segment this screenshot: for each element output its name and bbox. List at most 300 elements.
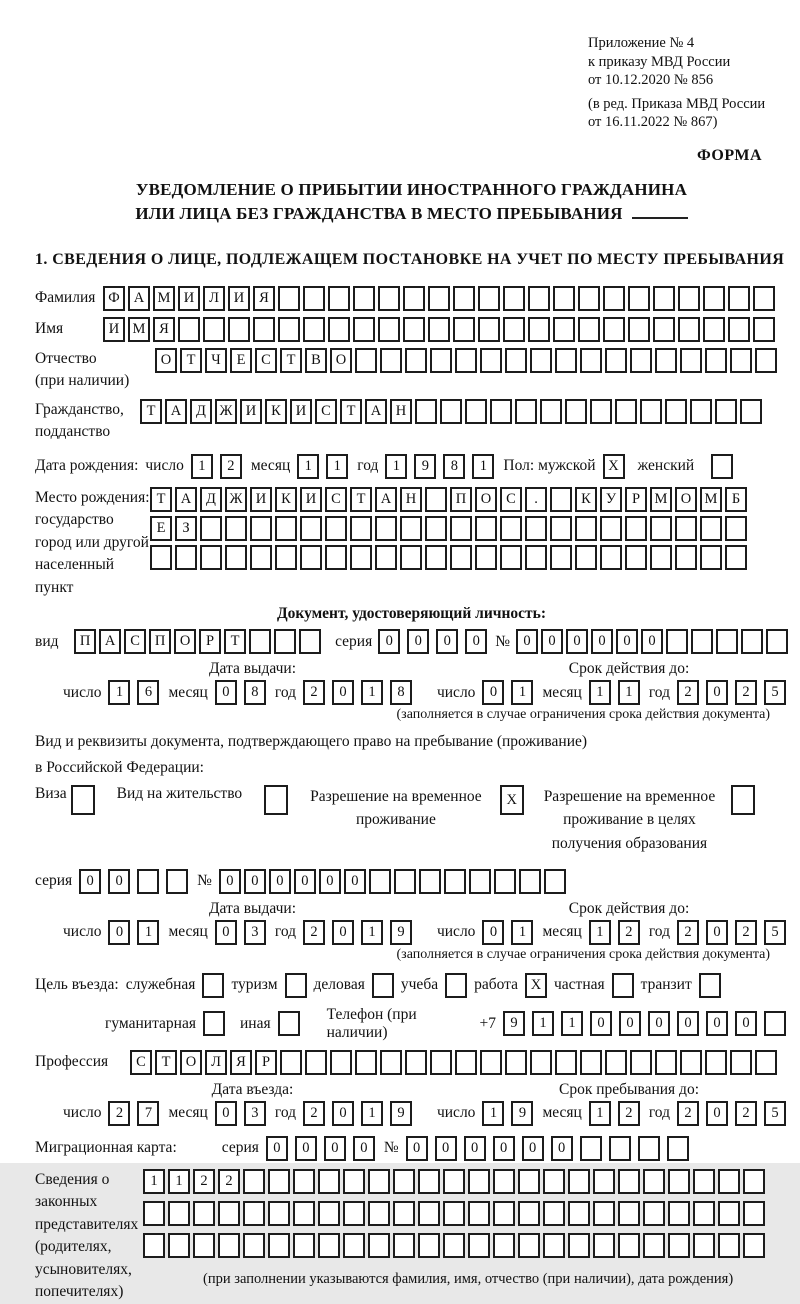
char-cell[interactable] [369, 869, 391, 894]
char-cell[interactable] [293, 1233, 315, 1258]
char-cell[interactable] [375, 545, 397, 570]
char-cell[interactable] [305, 1050, 327, 1075]
char-cell[interactable]: 0 [591, 629, 613, 654]
char-cell[interactable] [693, 1169, 715, 1194]
char-cell[interactable]: 0 [590, 1011, 612, 1036]
char-cell[interactable] [555, 348, 577, 373]
char-cell[interactable] [250, 545, 272, 570]
residence-valid-day-cells[interactable] [482, 920, 535, 945]
char-cell[interactable] [278, 317, 300, 342]
char-cell[interactable]: 9 [390, 1101, 412, 1126]
char-cell[interactable] [350, 516, 372, 541]
char-cell[interactable] [350, 545, 372, 570]
char-cell[interactable]: Р [199, 629, 221, 654]
char-cell[interactable] [630, 348, 652, 373]
char-cell[interactable] [368, 1169, 390, 1194]
purpose-study-checkbox[interactable] [445, 973, 467, 998]
char-cell[interactable]: 0 [619, 1011, 641, 1036]
char-cell[interactable] [550, 516, 572, 541]
char-cell[interactable] [618, 1233, 640, 1258]
char-cell[interactable] [490, 399, 512, 424]
char-cell[interactable] [678, 317, 700, 342]
char-cell[interactable]: 0 [378, 629, 400, 654]
char-cell[interactable]: 6 [137, 680, 159, 705]
char-cell[interactable]: 0 [215, 1101, 237, 1126]
char-cell[interactable] [405, 1050, 427, 1075]
stay-year-cells[interactable] [677, 1101, 788, 1126]
char-cell[interactable]: 1 [361, 920, 383, 945]
char-cell[interactable] [699, 973, 721, 998]
char-cell[interactable] [575, 516, 597, 541]
char-cell[interactable]: В [305, 348, 327, 373]
char-cell[interactable]: М [153, 286, 175, 311]
char-cell[interactable] [143, 1201, 165, 1226]
char-cell[interactable]: 0 [493, 1136, 515, 1161]
char-cell[interactable]: 0 [332, 680, 354, 705]
char-cell[interactable]: А [375, 487, 397, 512]
char-cell[interactable] [525, 545, 547, 570]
char-cell[interactable]: 0 [269, 869, 291, 894]
char-cell[interactable]: Р [625, 487, 647, 512]
char-cell[interactable]: 0 [706, 1011, 728, 1036]
char-cell[interactable]: Т [155, 1050, 177, 1075]
char-cell[interactable] [243, 1233, 265, 1258]
char-cell[interactable] [730, 1050, 752, 1075]
char-cell[interactable]: Т [224, 629, 246, 654]
char-cell[interactable]: Е [230, 348, 252, 373]
char-cell[interactable]: 0 [706, 680, 728, 705]
char-cell[interactable] [193, 1201, 215, 1226]
char-cell[interactable] [71, 785, 95, 815]
char-cell[interactable]: Н [400, 487, 422, 512]
char-cell[interactable] [618, 1169, 640, 1194]
char-cell[interactable]: 0 [244, 869, 266, 894]
char-cell[interactable] [400, 516, 422, 541]
char-cell[interactable] [740, 399, 762, 424]
residence-valid-month-cells[interactable] [589, 920, 642, 945]
char-cell[interactable]: С [130, 1050, 152, 1075]
char-cell[interactable] [343, 1169, 365, 1194]
char-cell[interactable] [625, 516, 647, 541]
char-cell[interactable] [503, 317, 525, 342]
char-cell[interactable] [668, 1169, 690, 1194]
stay-month-cells[interactable] [589, 1101, 642, 1126]
char-cell[interactable]: 9 [511, 1101, 533, 1126]
char-cell[interactable]: 2 [735, 680, 757, 705]
char-cell[interactable] [593, 1233, 615, 1258]
char-cell[interactable] [285, 973, 307, 998]
char-cell[interactable] [393, 1233, 415, 1258]
temp-permit-checkbox[interactable] [500, 785, 524, 815]
char-cell[interactable]: X [500, 785, 524, 815]
char-cell[interactable]: З [175, 516, 197, 541]
char-cell[interactable] [578, 317, 600, 342]
char-cell[interactable] [325, 545, 347, 570]
char-cell[interactable]: 5 [764, 680, 786, 705]
char-cell[interactable] [500, 516, 522, 541]
char-cell[interactable]: Л [205, 1050, 227, 1075]
char-cell[interactable] [428, 317, 450, 342]
title-blank-line[interactable] [632, 204, 688, 219]
char-cell[interactable]: 0 [215, 920, 237, 945]
purpose-business-checkbox[interactable] [372, 973, 394, 998]
migration-series-cells[interactable] [266, 1136, 377, 1161]
char-cell[interactable] [505, 1050, 527, 1075]
char-cell[interactable] [264, 785, 288, 815]
char-cell[interactable] [168, 1233, 190, 1258]
char-cell[interactable] [343, 1233, 365, 1258]
char-cell[interactable] [425, 487, 447, 512]
char-cell[interactable]: 1 [361, 1101, 383, 1126]
char-cell[interactable] [450, 545, 472, 570]
char-cell[interactable] [643, 1169, 665, 1194]
char-cell[interactable]: Н [390, 399, 412, 424]
edu-permit-checkbox[interactable] [731, 785, 755, 815]
char-cell[interactable] [300, 516, 322, 541]
char-cell[interactable] [553, 317, 575, 342]
residence-valid-year-cells[interactable] [677, 920, 788, 945]
char-cell[interactable]: 0 [332, 920, 354, 945]
char-cell[interactable]: К [265, 399, 287, 424]
char-cell[interactable]: 5 [764, 920, 786, 945]
char-cell[interactable] [493, 1201, 515, 1226]
char-cell[interactable]: 0 [566, 629, 588, 654]
char-cell[interactable] [430, 1050, 452, 1075]
char-cell[interactable]: 0 [436, 629, 458, 654]
char-cell[interactable] [393, 1169, 415, 1194]
char-cell[interactable] [728, 286, 750, 311]
char-cell[interactable]: И [228, 286, 250, 311]
char-cell[interactable]: 0 [465, 629, 487, 654]
char-cell[interactable]: Т [280, 348, 302, 373]
char-cell[interactable] [419, 869, 441, 894]
purpose-humanitarian-checkbox[interactable] [203, 1011, 225, 1036]
char-cell[interactable] [630, 1050, 652, 1075]
char-cell[interactable]: 0 [541, 629, 563, 654]
char-cell[interactable]: Т [350, 487, 372, 512]
char-cell[interactable]: 5 [764, 1101, 786, 1126]
char-cell[interactable] [753, 286, 775, 311]
identity-issue-year-cells[interactable] [303, 680, 414, 705]
char-cell[interactable]: 2 [303, 680, 325, 705]
char-cell[interactable] [303, 286, 325, 311]
char-cell[interactable]: 1 [511, 680, 533, 705]
char-cell[interactable] [700, 516, 722, 541]
char-cell[interactable] [766, 629, 788, 654]
char-cell[interactable]: Б [725, 487, 747, 512]
char-cell[interactable] [218, 1233, 240, 1258]
char-cell[interactable] [505, 348, 527, 373]
char-cell[interactable] [700, 545, 722, 570]
char-cell[interactable] [518, 1233, 540, 1258]
char-cell[interactable] [455, 1050, 477, 1075]
char-cell[interactable] [638, 1136, 660, 1161]
birth-year-cells[interactable] [385, 454, 496, 479]
char-cell[interactable]: 0 [522, 1136, 544, 1161]
char-cell[interactable] [612, 973, 634, 998]
purpose-work-checkbox[interactable] [525, 973, 547, 998]
char-cell[interactable]: 1 [361, 680, 383, 705]
char-cell[interactable] [655, 348, 677, 373]
char-cell[interactable] [675, 516, 697, 541]
char-cell[interactable] [468, 1201, 490, 1226]
char-cell[interactable] [480, 1050, 502, 1075]
char-cell[interactable] [500, 545, 522, 570]
char-cell[interactable]: 0 [616, 629, 638, 654]
char-cell[interactable]: О [330, 348, 352, 373]
char-cell[interactable] [175, 545, 197, 570]
char-cell[interactable] [678, 286, 700, 311]
char-cell[interactable] [705, 348, 727, 373]
char-cell[interactable] [743, 1201, 765, 1226]
char-cell[interactable] [530, 348, 552, 373]
char-cell[interactable]: 2 [193, 1169, 215, 1194]
char-cell[interactable] [440, 399, 462, 424]
char-cell[interactable]: И [240, 399, 262, 424]
char-cell[interactable] [680, 348, 702, 373]
char-cell[interactable]: 1 [326, 454, 348, 479]
char-cell[interactable]: Т [140, 399, 162, 424]
char-cell[interactable] [168, 1201, 190, 1226]
char-cell[interactable]: Т [340, 399, 362, 424]
char-cell[interactable] [543, 1169, 565, 1194]
char-cell[interactable] [274, 629, 296, 654]
char-cell[interactable] [275, 516, 297, 541]
char-cell[interactable] [725, 516, 747, 541]
char-cell[interactable] [543, 1233, 565, 1258]
char-cell[interactable] [475, 516, 497, 541]
char-cell[interactable] [530, 1050, 552, 1075]
char-cell[interactable]: . [525, 487, 547, 512]
migration-number-cells[interactable] [406, 1136, 691, 1161]
purpose-other-checkbox[interactable] [278, 1011, 300, 1036]
char-cell[interactable]: 0 [266, 1136, 288, 1161]
char-cell[interactable] [268, 1201, 290, 1226]
char-cell[interactable]: Ф [103, 286, 125, 311]
char-cell[interactable] [328, 317, 350, 342]
char-cell[interactable] [355, 1050, 377, 1075]
char-cell[interactable]: 0 [79, 869, 101, 894]
char-cell[interactable] [378, 286, 400, 311]
char-cell[interactable]: 1 [191, 454, 213, 479]
entry-month-cells[interactable] [215, 1101, 268, 1126]
identity-valid-day-cells[interactable] [482, 680, 535, 705]
char-cell[interactable]: 1 [385, 454, 407, 479]
char-cell[interactable]: 0 [332, 1101, 354, 1126]
char-cell[interactable] [650, 516, 672, 541]
char-cell[interactable]: П [74, 629, 96, 654]
char-cell[interactable]: 0 [706, 920, 728, 945]
identity-issue-month-cells[interactable] [215, 680, 268, 705]
char-cell[interactable] [393, 1201, 415, 1226]
char-cell[interactable]: 2 [218, 1169, 240, 1194]
char-cell[interactable] [605, 348, 627, 373]
char-cell[interactable] [728, 317, 750, 342]
char-cell[interactable]: 0 [482, 920, 504, 945]
char-cell[interactable] [418, 1233, 440, 1258]
char-cell[interactable]: 0 [353, 1136, 375, 1161]
char-cell[interactable] [203, 1011, 225, 1036]
char-cell[interactable] [250, 516, 272, 541]
char-cell[interactable] [225, 545, 247, 570]
char-cell[interactable] [318, 1169, 340, 1194]
char-cell[interactable] [625, 545, 647, 570]
char-cell[interactable] [715, 399, 737, 424]
char-cell[interactable] [469, 869, 491, 894]
char-cell[interactable] [468, 1169, 490, 1194]
identity-doc-kind-cells[interactable] [74, 629, 321, 654]
char-cell[interactable] [380, 348, 402, 373]
char-cell[interactable] [450, 516, 472, 541]
char-cell[interactable]: О [155, 348, 177, 373]
identity-valid-year-cells[interactable] [677, 680, 788, 705]
char-cell[interactable]: 0 [319, 869, 341, 894]
residence-issue-month-cells[interactable] [215, 920, 268, 945]
char-cell[interactable] [725, 545, 747, 570]
char-cell[interactable] [668, 1233, 690, 1258]
char-cell[interactable]: О [180, 1050, 202, 1075]
char-cell[interactable]: Л [203, 286, 225, 311]
char-cell[interactable]: 0 [407, 629, 429, 654]
char-cell[interactable] [553, 286, 575, 311]
char-cell[interactable] [643, 1233, 665, 1258]
char-cell[interactable] [580, 1136, 602, 1161]
char-cell[interactable] [718, 1169, 740, 1194]
char-cell[interactable] [550, 487, 572, 512]
char-cell[interactable]: О [675, 487, 697, 512]
char-cell[interactable]: М [650, 487, 672, 512]
char-cell[interactable] [643, 1201, 665, 1226]
char-cell[interactable] [580, 348, 602, 373]
char-cell[interactable]: К [275, 487, 297, 512]
char-cell[interactable] [280, 1050, 302, 1075]
char-cell[interactable] [518, 1201, 540, 1226]
char-cell[interactable] [418, 1169, 440, 1194]
char-cell[interactable]: 0 [324, 1136, 346, 1161]
char-cell[interactable]: А [365, 399, 387, 424]
char-cell[interactable]: Я [253, 286, 275, 311]
char-cell[interactable]: 1 [168, 1169, 190, 1194]
residence-number-cells[interactable] [219, 869, 566, 894]
char-cell[interactable]: 0 [215, 680, 237, 705]
char-cell[interactable]: М [128, 317, 150, 342]
char-cell[interactable]: 3 [244, 920, 266, 945]
char-cell[interactable]: И [290, 399, 312, 424]
char-cell[interactable] [418, 1201, 440, 1226]
entry-year-cells[interactable] [303, 1101, 414, 1126]
char-cell[interactable] [544, 869, 566, 894]
char-cell[interactable] [540, 399, 562, 424]
char-cell[interactable]: 2 [735, 1101, 757, 1126]
char-cell[interactable]: 1 [589, 1101, 611, 1126]
char-cell[interactable] [143, 1233, 165, 1258]
char-cell[interactable]: Ч [205, 348, 227, 373]
char-cell[interactable] [494, 869, 516, 894]
char-cell[interactable]: 2 [108, 1101, 130, 1126]
char-cell[interactable] [268, 1169, 290, 1194]
char-cell[interactable] [368, 1233, 390, 1258]
char-cell[interactable]: 2 [677, 1101, 699, 1126]
char-cell[interactable] [200, 516, 222, 541]
char-cell[interactable] [640, 399, 662, 424]
char-cell[interactable] [353, 286, 375, 311]
char-cell[interactable] [718, 1201, 740, 1226]
char-cell[interactable] [443, 1169, 465, 1194]
char-cell[interactable]: М [700, 487, 722, 512]
char-cell[interactable] [603, 286, 625, 311]
char-cell[interactable]: 0 [464, 1136, 486, 1161]
char-cell[interactable] [225, 516, 247, 541]
char-cell[interactable] [703, 286, 725, 311]
char-cell[interactable]: 7 [137, 1101, 159, 1126]
profession-cells[interactable] [130, 1050, 777, 1075]
char-cell[interactable] [653, 317, 675, 342]
phone-cells[interactable] [503, 1011, 788, 1036]
birth-place-cells-row3[interactable] [150, 545, 747, 570]
char-cell[interactable] [515, 399, 537, 424]
char-cell[interactable]: 0 [706, 1101, 728, 1126]
char-cell[interactable]: А [165, 399, 187, 424]
char-cell[interactable]: 0 [677, 1011, 699, 1036]
char-cell[interactable] [275, 545, 297, 570]
char-cell[interactable] [318, 1233, 340, 1258]
char-cell[interactable] [355, 348, 377, 373]
char-cell[interactable] [568, 1233, 590, 1258]
char-cell[interactable] [293, 1169, 315, 1194]
char-cell[interactable]: С [500, 487, 522, 512]
char-cell[interactable]: 1 [143, 1169, 165, 1194]
char-cell[interactable] [578, 286, 600, 311]
char-cell[interactable]: П [450, 487, 472, 512]
char-cell[interactable] [528, 286, 550, 311]
char-cell[interactable] [428, 286, 450, 311]
char-cell[interactable] [528, 317, 550, 342]
char-cell[interactable] [590, 399, 612, 424]
char-cell[interactable]: 9 [503, 1011, 525, 1036]
char-cell[interactable]: 0 [344, 869, 366, 894]
char-cell[interactable]: 2 [618, 1101, 640, 1126]
char-cell[interactable] [580, 1050, 602, 1075]
char-cell[interactable] [278, 1011, 300, 1036]
char-cell[interactable] [680, 1050, 702, 1075]
char-cell[interactable] [518, 1169, 540, 1194]
char-cell[interactable]: К [575, 487, 597, 512]
char-cell[interactable]: О [174, 629, 196, 654]
char-cell[interactable]: 1 [589, 680, 611, 705]
char-cell[interactable] [243, 1201, 265, 1226]
char-cell[interactable] [741, 629, 763, 654]
char-cell[interactable]: 0 [108, 920, 130, 945]
char-cell[interactable]: Д [200, 487, 222, 512]
char-cell[interactable] [253, 317, 275, 342]
entry-day-cells[interactable] [108, 1101, 161, 1126]
char-cell[interactable] [755, 1050, 777, 1075]
char-cell[interactable] [444, 869, 466, 894]
char-cell[interactable]: 8 [390, 680, 412, 705]
char-cell[interactable]: 2 [220, 454, 242, 479]
char-cell[interactable] [299, 629, 321, 654]
sex-male-checkbox[interactable] [603, 454, 625, 479]
char-cell[interactable] [328, 286, 350, 311]
char-cell[interactable]: 0 [108, 869, 130, 894]
char-cell[interactable] [730, 348, 752, 373]
char-cell[interactable] [394, 869, 416, 894]
char-cell[interactable]: Р [255, 1050, 277, 1075]
char-cell[interactable]: 8 [443, 454, 465, 479]
char-cell[interactable] [380, 1050, 402, 1075]
char-cell[interactable] [755, 348, 777, 373]
char-cell[interactable]: 0 [482, 680, 504, 705]
